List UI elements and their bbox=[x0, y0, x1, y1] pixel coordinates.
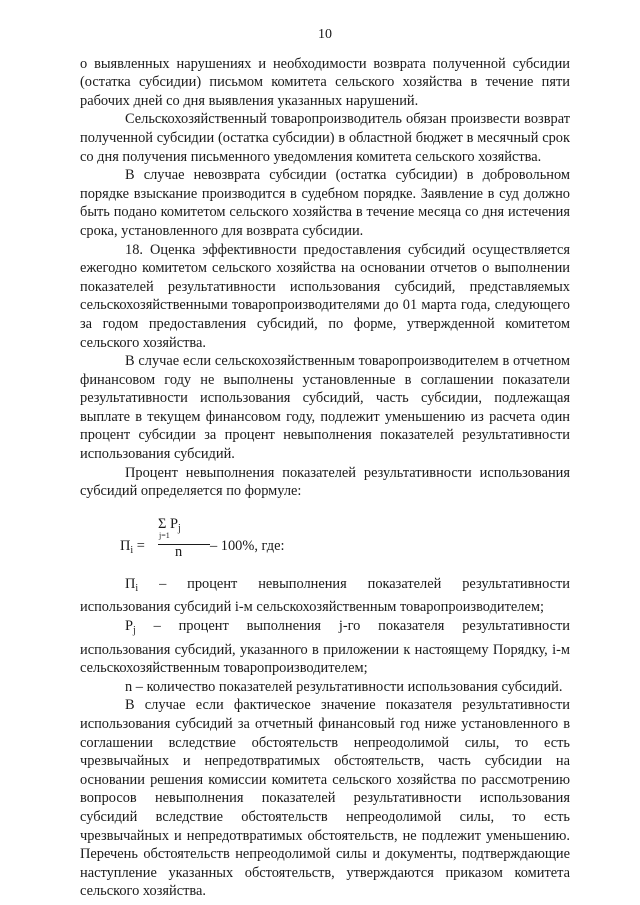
paragraph-return-obligation: Сельскохозяйственный товаропроизводитель обязан произвести возврат полученной субсидии (остатка субсидии) в областной бюджет в месячный срок со дня получения письменного уведомления комитета сельского хозяйства. bbox=[80, 111, 570, 165]
paragraph-violations-notice: о выявленных нарушениях и необходимости возврата полученной субсидии (остатка субсидии) письмом комитета сельского хозяйства в течение пяти рабочих дней со дня выявления указанных нарушений. bbox=[80, 55, 570, 109]
paragraph-force-majeure: В случае если фактическое значение показателя результативности использования субсидий за отчетный финансовый год ниже установленного в соглашении вследствие обстоятельств непреодолимой силы, то есть чрезвычайных и непредотвратимых обстоятельств, часть субсидии на основании решения комиссии комитета сельского хозяйства по рассмотрению вопросов невыполнения показателей результативности использования субсидий вследствие обстоятельств непреодолимой силы, то есть чрезвычайных и непредотвратимых обстоятельств, не подлежит уменьшению. Перечень обстоятельств непреодолимой силы и документы, подтверждающие наступление указанных обстоятельств, утверждаются приказом комитета сельского хозяйства. bbox=[80, 697, 570, 900]
paragraph-efficiency-assessment: 18. Оценка эффективности предоставления субсидий осуществляется ежегодно комитетом сельского хозяйства на основании отчетов о выполнении показателей результативности использования субсидий, представляемых сельскохозяйственными товаропроизводителями до 01 марта года, следующего за годом предоставления субсидий, по форме, утвержденной комитетом сельского хозяйства. bbox=[80, 241, 570, 351]
paragraph-court-recovery: В случае невозврата субсидии (остатка субсидии) в добровольном порядке взыскание производится в судебном порядке. Заявление в суд должно быть подано комитетом сельского хозяйства в течение месяца со дня истечения срока, установленного для возврата субсидии. bbox=[80, 167, 570, 239]
paragraph-formula-intro: Процент невыполнения показателей результативности использования субсидий определяется по формуле: bbox=[80, 464, 570, 500]
formula bbox=[80, 515, 570, 563]
formula-sum-limit: j=1 bbox=[159, 530, 170, 540]
formula-numerator: Σ $P_j$ bbox=[158, 515, 181, 534]
definition-pj: $P_j$ – процент выполнения j-го показателя результативности использования субсидий, указанного в приложении к настоящему Порядку, i-м сельскохозяйственным товаропроизводителем; bbox=[80, 618, 570, 677]
formula-denominator: n bbox=[175, 543, 183, 560]
definition-n: n – количество показателей результативности использования субсидий. bbox=[125, 678, 563, 695]
definition-pi: $П_i$ – процент невыполнения показателей результативности использования субсидий i-м сельскохозяйственным товаропроизводителем; bbox=[80, 575, 570, 616]
formula-rhs: – 100%, где: bbox=[210, 537, 285, 554]
formula-fraction-line bbox=[158, 544, 210, 545]
page-number: 10 bbox=[318, 27, 332, 42]
formula-lhs: $П_i$ = bbox=[120, 537, 145, 556]
paragraph-subsidy-reduction: В случае если сельскохозяйственным товаропроизводителем в отчетном финансовом году не выполнены установленные в соглашении показатели результативности использования субсидий, часть субсидии, подлежащая выплате в текущем финансовом году, подлежит уменьшению из расчета один процент субсидии за процент невыполнения показателей результативности использования субсидий. bbox=[80, 353, 570, 463]
